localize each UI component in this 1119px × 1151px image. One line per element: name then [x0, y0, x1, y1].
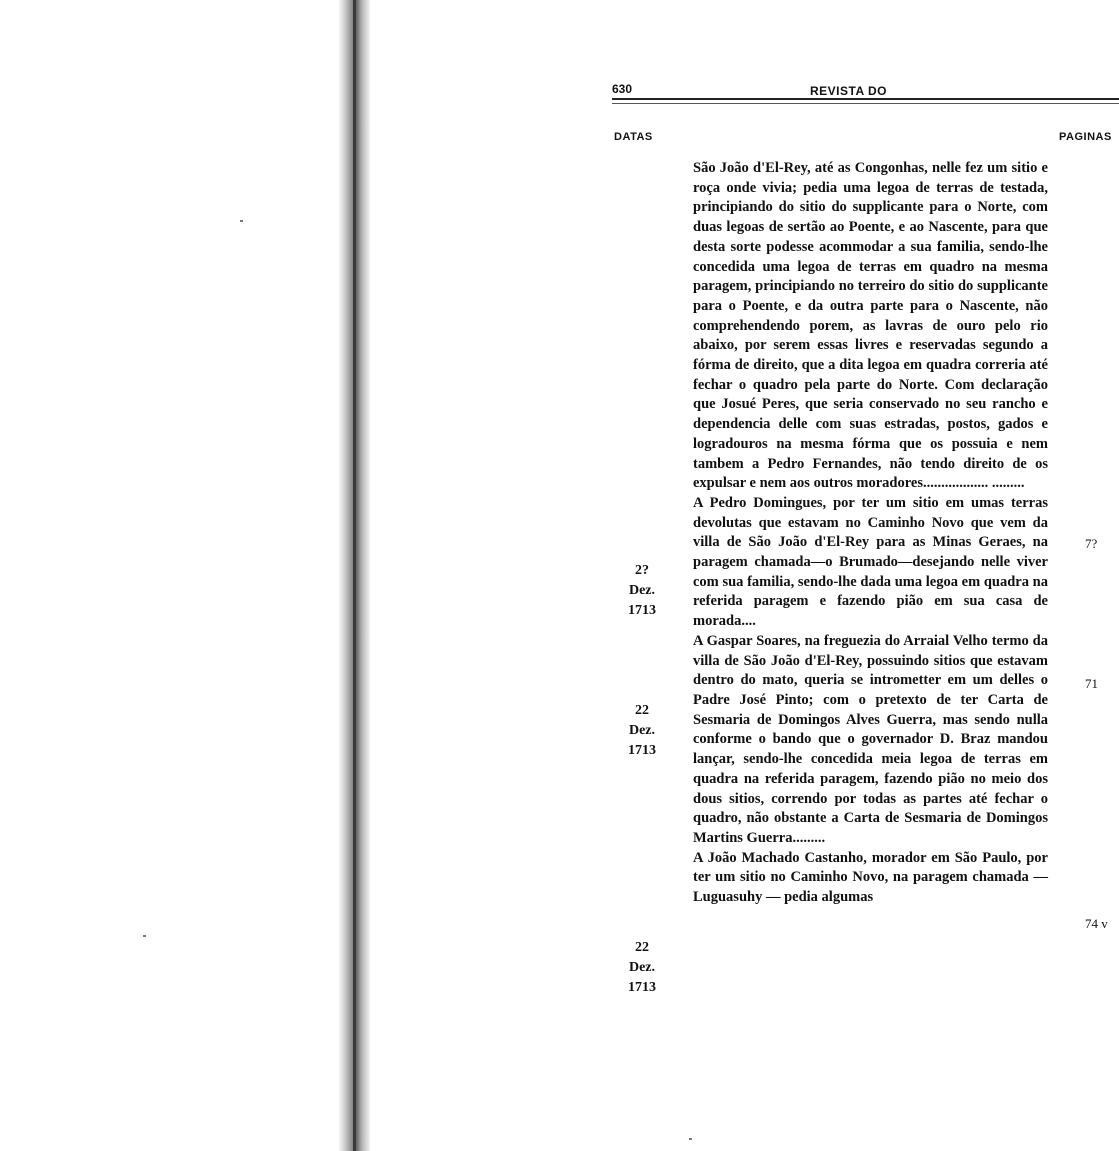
entry-month: Dez. [628, 583, 656, 598]
paper-speck [143, 935, 146, 937]
entry-year: 1713 [628, 743, 656, 758]
book-gutter-line [353, 0, 356, 1151]
dates-column-label: DATAS [614, 131, 653, 143]
entry-date [612, 561, 672, 621]
header-rule [612, 98, 1119, 104]
entry-date [612, 701, 672, 761]
entry-text: São João d'El-Rey, até as Congonhas, nelle fez um sitio e roça onde vivia; pedia uma legoa de terras de testada, principiando do sitio do supplicante para o Norte, com duas legoas de sertão ao Poente, e ao Nascente, para que desta sorte podesse acommodar a sua familia, sendo-lhe concedida uma legoa de terras em quadro na mesma paragem, principiando no terreiro do sitio do supplicante para o Poente, e da outra parte para o Nascente, não comprehendendo porem, as lavras de ouro pelo rio abaixo, por serem essas livres e reservadas segundo a fórma de direito, que a dita legoa em quadra correria até fechar o quadro pela parte do Norte. Com declaração que Josué Peres, que seria conservado no seu rancho e dependencia delle com suas estradas, postos, gados e logradouros na mesma fórma que os possuia e nem tambem a Pedro Fernandes, não tendo direito de os expulsar e nem aos outros moradores.................. ......... [693, 160, 1048, 492]
entry-1 [693, 494, 1048, 632]
page-number: 630 [612, 82, 633, 96]
running-title: REVISTA DO [810, 84, 888, 98]
entry-day: 2? [635, 563, 649, 578]
paper-speck [689, 1138, 692, 1140]
entry-year: 1713 [628, 980, 656, 995]
paper-speck [240, 220, 243, 222]
pages-column-label: PAGINAS [1059, 131, 1112, 143]
entry-day: 22 [635, 940, 649, 955]
page-reference: 74 v [1085, 916, 1108, 931]
entry-day: 22 [635, 703, 649, 718]
page-reference: 71 [1085, 676, 1098, 691]
entry-0 [693, 159, 1048, 494]
entry-month: Dez. [628, 723, 656, 738]
entry-text: A Pedro Domingues, por ter um sitio em umas terras devolutas que estavam no Caminho Novo que vem da villa de São João d'El-Rey para as Minas Geraes, na paragem chamada—o Brumado—desejando nelle viver com sua familia, sendo-lhe dada uma legoa em quadra na referida paragem e fazendo pião em sua casa de morada.... [693, 494, 1048, 630]
entry-year: 1713 [628, 603, 656, 618]
entry-date [612, 938, 672, 998]
entry-3 [693, 849, 1048, 908]
entry-text: A João Machado Castanho, morador em São Paulo, por ter um sitio no Caminho Novo, na paragem chamada — Luguasuhy — pedia algumas [693, 849, 1048, 906]
entry-month: Dez. [628, 960, 656, 975]
page-reference: 7? [1085, 536, 1098, 551]
entry-2 [693, 632, 1048, 849]
entry-text: A Gaspar Soares, na freguezia do Arraial Velho termo da villa de São João d'El-Rey, possuindo sitios que estavam dentro do mato, queria se intrometter em um delles o Padre José Pinto; com o pretexto de ter Carta de Sesmaria de Domingos Alves Guerra, mas sendo nulla conforme o bando que o governador D. Braz mandou lançar, sendo-lhe concedida meia legoa de terras em quadra na referida paragem, fazendo pião no meio dos dous sitios, correndo por todas as partes até fechar o quadro, não obstante a Carta de Sesmaria de Domingos Martins Guerra......... [693, 632, 1048, 846]
entries-text [693, 159, 1048, 908]
